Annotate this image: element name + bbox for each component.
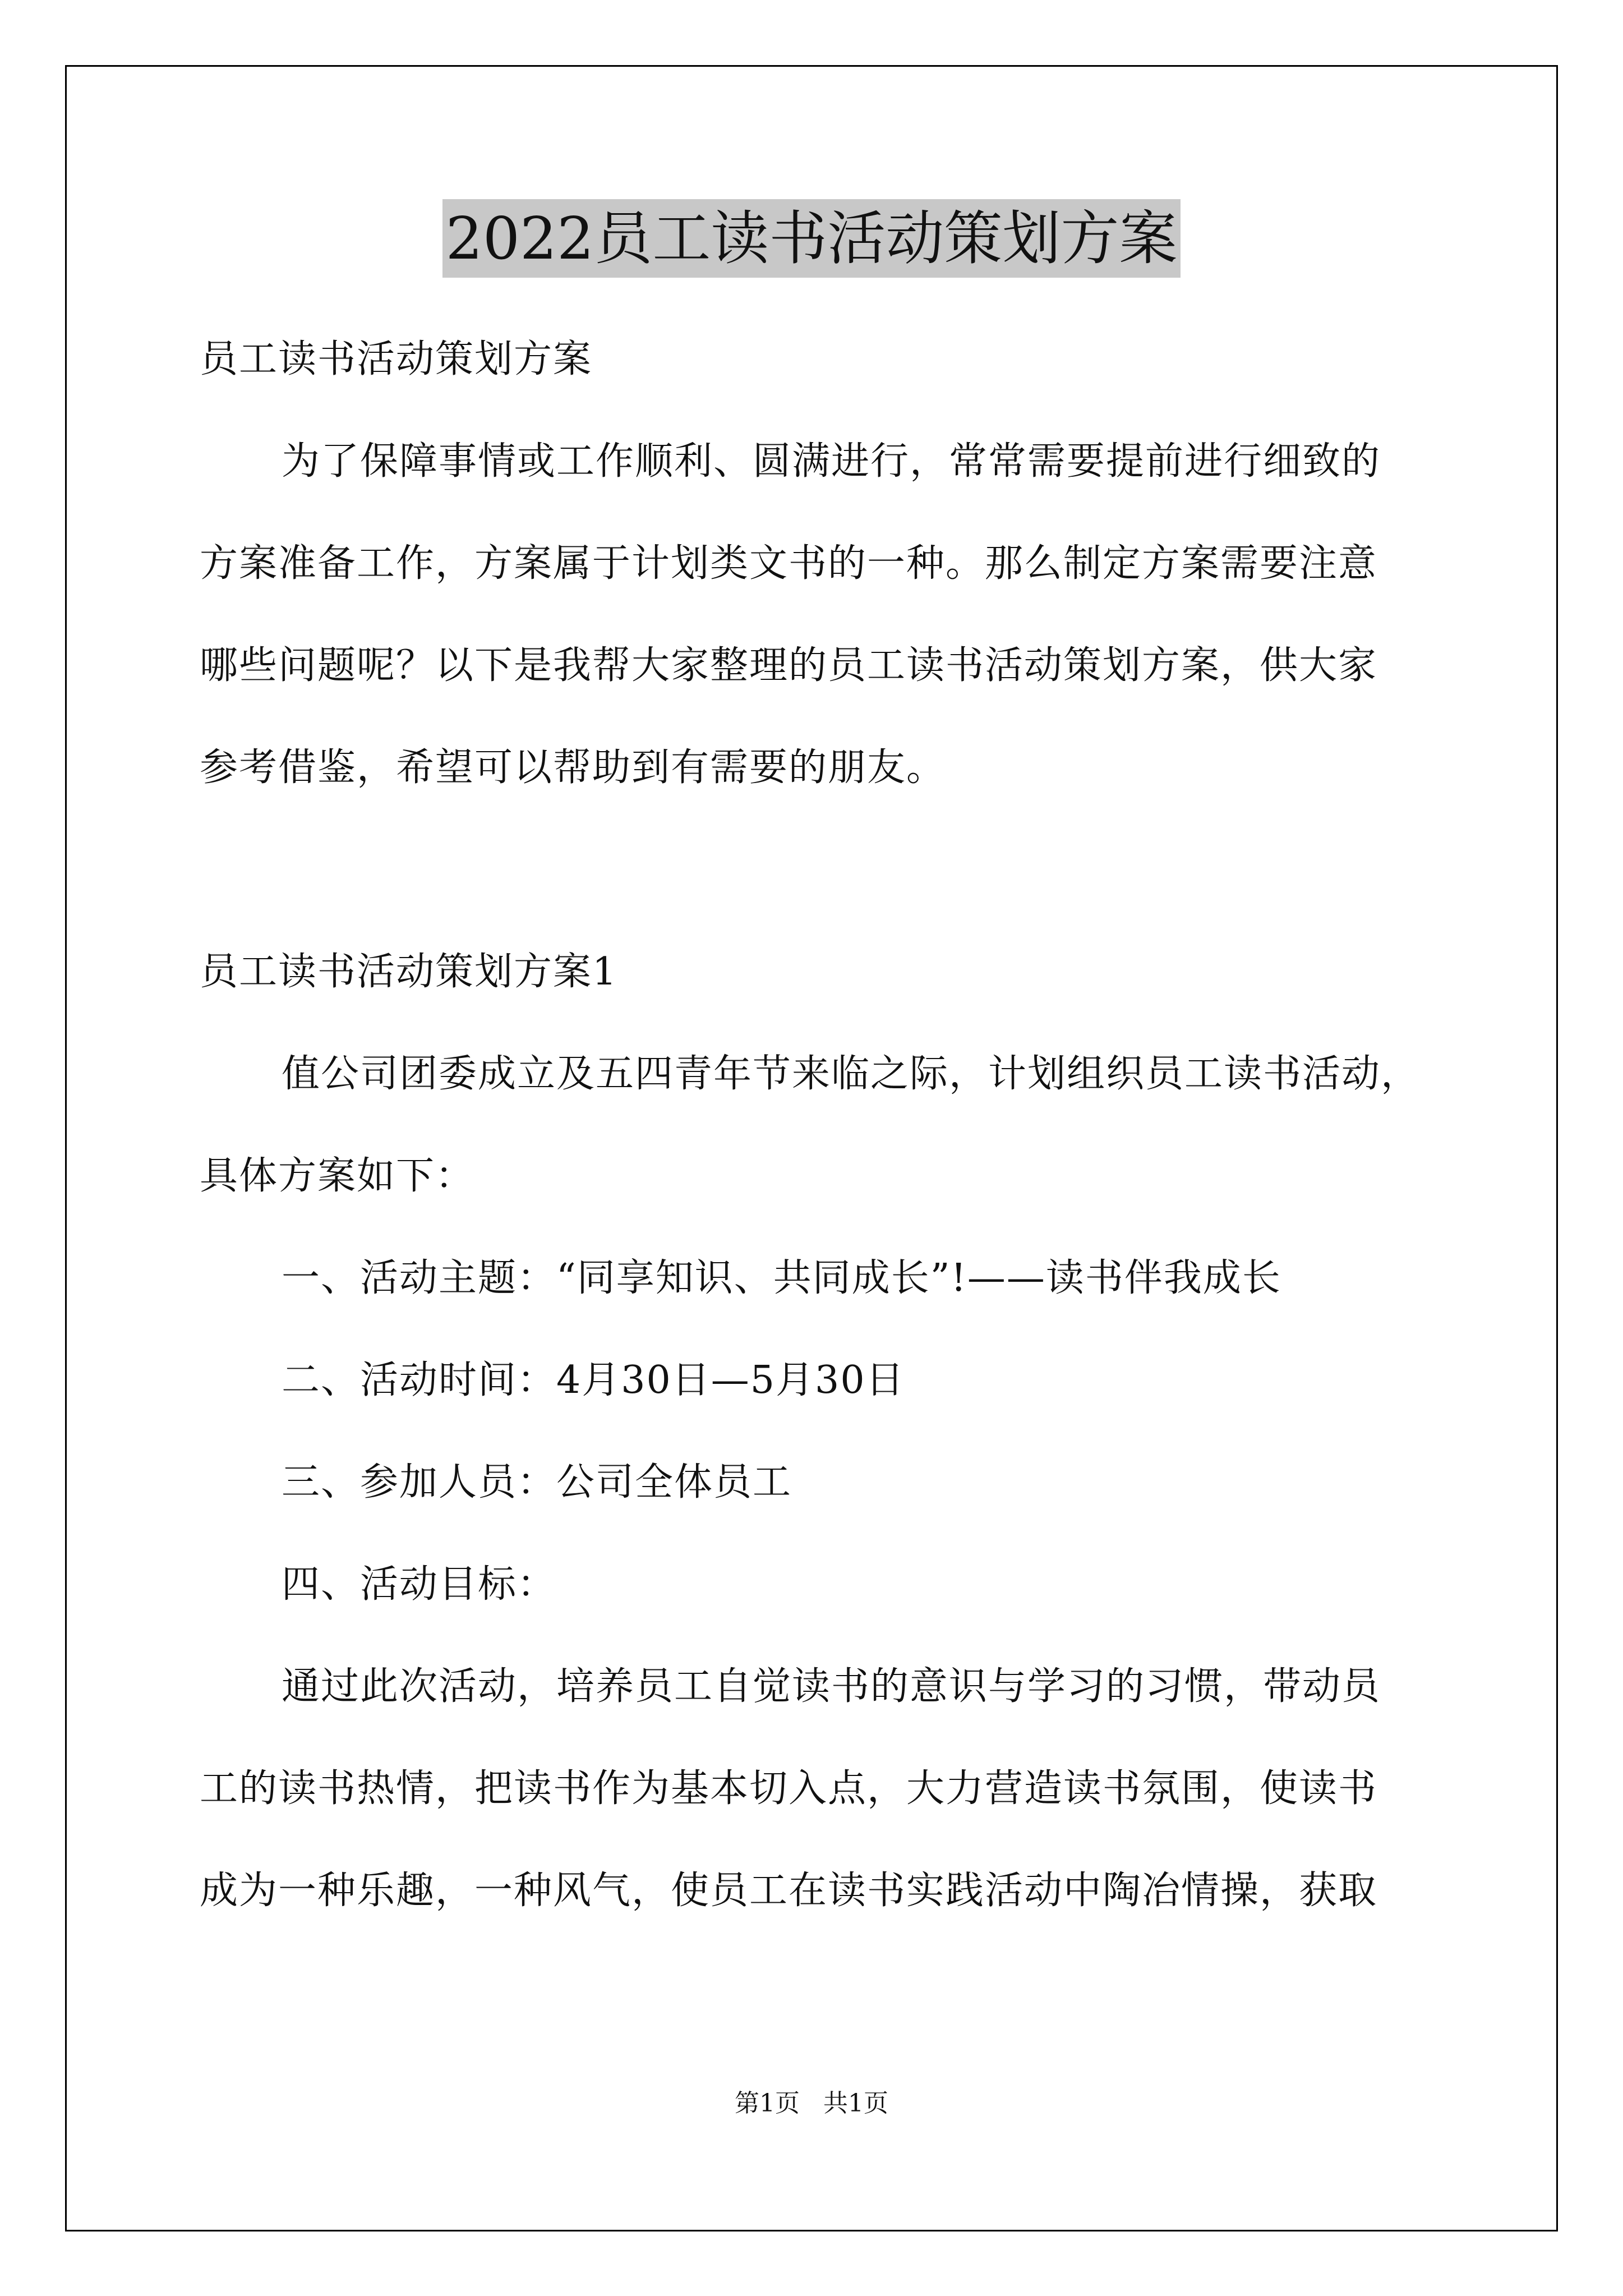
- body-line: 哪些问题呢？以下是我帮大家整理的员工读书活动策划方案，供大家: [200, 643, 1378, 688]
- list-item-participants: 三、参加人员：公司全体员工: [282, 1460, 792, 1504]
- title-container: [0, 199, 1623, 278]
- body-line: 通过此次活动，培养员工自觉读书的意识与学习的习惯，带动员: [282, 1664, 1381, 1709]
- list-item-theme: 一、活动主题：“同享知识、共同成长”!——读书伴我成长: [282, 1256, 1281, 1300]
- paragraph-gap: [200, 819, 1428, 921]
- list-item-goals: 四、活动目标：: [282, 1562, 557, 1607]
- body-line: 具体方案如下：: [200, 1154, 475, 1198]
- body-line: 为了保障事情或工作顺利、圆满进行，常常需要提前进行细致的: [282, 439, 1381, 484]
- document-body: [200, 309, 1428, 1942]
- section-heading: 员工读书活动策划方案: [200, 337, 593, 381]
- body-line: 方案准备工作，方案属于计划类文书的一种。那么制定方案需要注意: [200, 541, 1378, 586]
- document-title: 2022员工读书活动策划方案: [442, 199, 1181, 278]
- section-heading: 员工读书活动策划方案1: [200, 950, 618, 994]
- page-footer: [0, 2087, 1623, 2120]
- list-item-time: 二、活动时间：4月30日—5月30日: [282, 1358, 905, 1402]
- body-line: 参考借鉴，希望可以帮助到有需要的朋友。: [200, 746, 946, 790]
- page-number: 第1页: [735, 2089, 800, 2118]
- body-line: 工的读书热情，把读书作为基本切入点，大力营造读书氛围，使读书: [200, 1766, 1378, 1811]
- page-total: 共1页: [823, 2089, 888, 2118]
- body-line: 成为一种乐趣，一种风气，使员工在读书实践活动中陶冶情操，获取: [200, 1869, 1378, 1913]
- body-line: 值公司团委成立及五四青年节来临之际，计划组织员工读书活动，: [282, 1052, 1421, 1096]
